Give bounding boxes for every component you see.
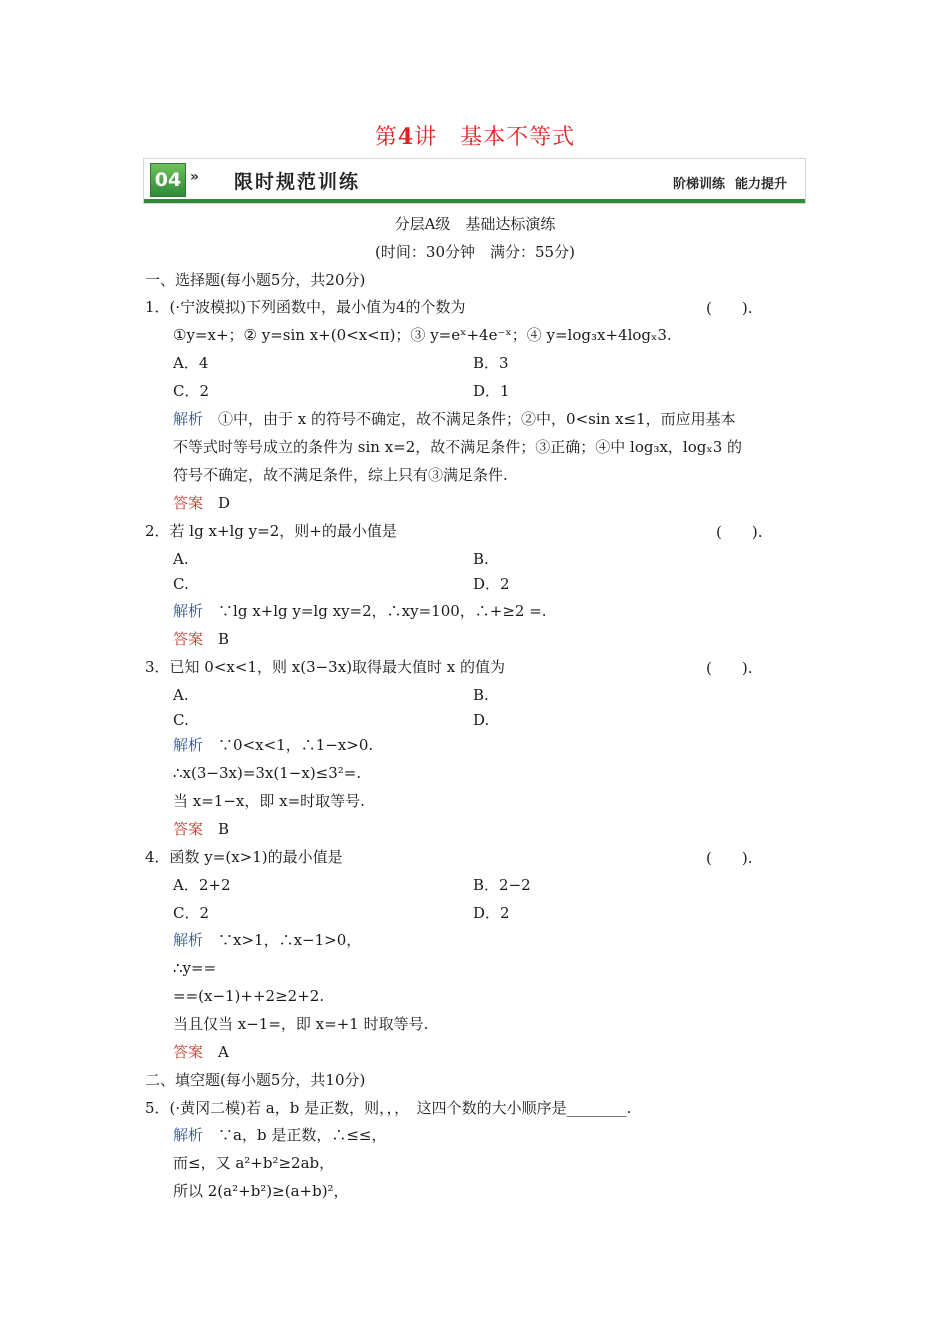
- banner-title: 限时规范训练: [234, 171, 361, 193]
- question-stem: 3．已知 0<x<1，则 x(3−3x)取得最大值时 x 的值为: [145, 658, 506, 676]
- option-c: C.: [173, 575, 189, 593]
- level-heading: 分层A级 基础达标演练: [394, 215, 556, 233]
- analysis-line: ==(x−1)++2≥2+2.: [173, 987, 325, 1005]
- banner-badge: 04: [150, 163, 186, 197]
- option-b: B．2−2: [473, 876, 531, 894]
- analysis-line: 当且仅当 x−1=，即 x=+1 时取等号.: [173, 1015, 429, 1033]
- analysis-line: 解析 ∵a，b 是正数，∴≤≤，: [173, 1126, 387, 1144]
- option-c: C.: [173, 711, 189, 729]
- time-info: (时间：30分钟 满分：55分): [375, 243, 575, 261]
- answer-label: 答案: [173, 820, 204, 838]
- answer-label: 答案: [173, 1043, 204, 1061]
- analysis-line: 符号不确定，故不满足条件，综上只有③满足条件.: [173, 466, 508, 484]
- option-d: D．2: [473, 575, 510, 593]
- option-a: A．2+2: [173, 876, 231, 894]
- answer-line: 答案 B: [173, 630, 230, 648]
- answer-label: 答案: [173, 630, 204, 648]
- section-heading: 二、填空题(每小题5分，共10分): [145, 1071, 366, 1089]
- option-a: A.: [173, 686, 189, 704]
- option-b: B.: [473, 686, 489, 704]
- analysis-line: 不等式时等号成立的条件为 sin x=2，故不满足条件；③正确；④中 log₃x，logₓ3 的: [173, 438, 743, 456]
- option-c: C．2: [173, 382, 210, 400]
- option-d: D．2: [473, 904, 510, 922]
- banner-right: 阶梯训练 能力提升: [672, 177, 787, 192]
- answer-paren: ( ).: [706, 299, 753, 317]
- analysis-line: 解析 ∵0<x<1，∴1−x>0.: [173, 736, 374, 754]
- analysis-line: 而≤，又 a²+b²≥2ab，: [173, 1154, 335, 1172]
- analysis-line: ∴y==: [173, 959, 217, 977]
- question-options-line: ①y=x+；② y=sin x+(0<x<π)；③ y=eˣ+4e⁻ˣ；④ y=log₃x+4logₓ3.: [173, 326, 672, 344]
- answer-line: 答案 A: [173, 1043, 229, 1061]
- option-b: B．3: [473, 354, 509, 372]
- question-stem: 5．(·黄冈二模)若 a，b 是正数，则，，， 这四个数的大小顺序是________.: [145, 1099, 632, 1117]
- analysis-label: 解析: [173, 602, 204, 620]
- answer-line: 答案 B: [173, 820, 230, 838]
- option-c: C．2: [173, 904, 210, 922]
- analysis-line: 解析 ∵x>1，∴x−1>0，: [173, 931, 362, 949]
- option-b: B.: [473, 550, 489, 568]
- option-d: D．1: [473, 382, 510, 400]
- analysis-label: 解析: [173, 410, 204, 428]
- lesson-title: 第4讲 基本不等式: [374, 124, 576, 150]
- answer-paren: ( ).: [706, 659, 753, 677]
- question-stem: 1．(·宁波模拟)下列函数中，最小值为4的个数为: [145, 298, 466, 316]
- analysis-label: 解析: [173, 931, 204, 949]
- analysis-line: 解析 ①中，由于 x 的符号不确定，故不满足条件；②中，0<sin x≤1，而应用基本: [173, 410, 736, 428]
- chevron-icon: »: [190, 169, 200, 185]
- question-stem: 2．若 lg x+lg y=2，则+的最小值是: [145, 522, 397, 540]
- analysis-line: 解析 ∵lg x+lg y=lg xy=2，∴xy=100，∴+≥2 =.: [173, 602, 547, 620]
- analysis-line: 所以 2(a²+b²)≥(a+b)²，: [173, 1182, 349, 1200]
- analysis-label: 解析: [173, 736, 204, 754]
- answer-line: 答案 D: [173, 494, 231, 512]
- analysis-line: 当 x=1−x，即 x=时取等号.: [173, 792, 365, 810]
- section-heading: 一、选择题(每小题5分，共20分): [145, 271, 366, 289]
- answer-paren: ( ).: [706, 849, 753, 867]
- option-a: A．4: [173, 354, 209, 372]
- question-stem: 4．函数 y=(x>1)的最小值是: [145, 848, 343, 866]
- banner-stripe: [144, 199, 805, 203]
- answer-paren: ( ).: [716, 523, 763, 541]
- section-banner: [143, 158, 806, 204]
- option-d: D.: [473, 711, 490, 729]
- answer-label: 答案: [173, 494, 204, 512]
- option-a: A.: [173, 550, 189, 568]
- analysis-line: ∴x(3−3x)=3x(1−x)≤3²=.: [173, 764, 362, 782]
- analysis-label: 解析: [173, 1126, 204, 1144]
